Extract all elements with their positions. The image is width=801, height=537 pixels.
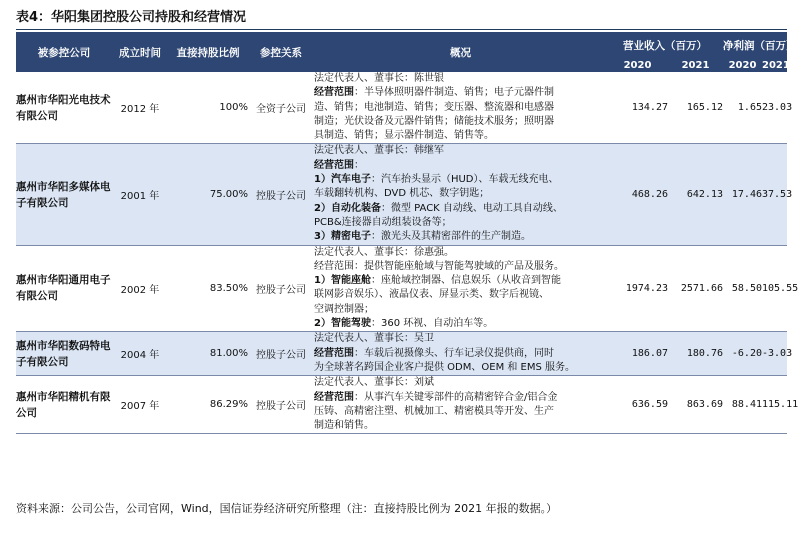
overview-bold-label: 3）精密电子 (314, 231, 371, 243)
overview-cell (314, 245, 607, 332)
overview-text: ：360 环视、自动泊车等。 (370, 318, 494, 330)
overview-text: 法定代表人、董事长：韩继军 (314, 145, 444, 157)
revenue-2021-cell: 180.76 (668, 332, 723, 376)
table-row (16, 72, 787, 144)
header-founded: 成立时间 (112, 32, 168, 72)
overview-text: 法定代表人、董事长：陈世银 (314, 73, 444, 84)
overview-bold-label: 2）自动化装备 (314, 202, 381, 214)
overview-text: ：半导体照明器件制造、销售；电子元器件制 (354, 87, 554, 99)
founded-cell: 2002 年 (112, 245, 168, 332)
overview-text: ：微型 PACK 自动线、电动工具自动线、 (380, 202, 563, 214)
header-ratio: 直接持股比例 (168, 32, 248, 72)
founded-cell: 2001 年 (112, 144, 168, 245)
title-underline (16, 29, 787, 30)
overview-text: 经营范围：提供智能座舱域与智能驾驶域的产品及服务。 (314, 260, 564, 272)
overview-text: 制造；光伏设备及元器件销售；储能技术服务；照明器 (314, 115, 554, 127)
company-name-cell: 惠州市华阳光电技术有限公司 (16, 72, 112, 144)
revenue-2020-cell: 134.27 (607, 72, 668, 144)
overview-text: 联网影音娱乐）、液晶仪表、屏显示类、数字后视镜、 (314, 289, 549, 301)
overview-line (314, 144, 607, 158)
overview-text: 为全球著名跨国企业客户提供 ODM、OEM 和 EMS 服务。 (314, 361, 576, 373)
overview-line (314, 361, 607, 375)
overview-text: 法定代表人、董事长：吴卫 (314, 333, 434, 345)
overview-text: ：座舱域控制器、信息娱乐（从收音到智能 (370, 275, 561, 287)
profit-2021-cell: 105.55 (762, 245, 787, 332)
overview-text: PCB&连接器自动组装设备等； (314, 216, 452, 228)
ratio-cell: 81.00% (168, 332, 248, 376)
revenue-2021-cell: 642.13 (668, 144, 723, 245)
revenue-2021-cell: 165.12 (668, 72, 723, 144)
founded-cell: 2004 年 (112, 332, 168, 376)
company-name-cell: 惠州市华阳精机有限公司 (16, 376, 112, 434)
overview-line (314, 173, 607, 187)
overview-line (314, 230, 607, 244)
ratio-cell: 75.00% (168, 144, 248, 245)
revenue-2020-cell: 186.07 (607, 332, 668, 376)
holding-table (16, 32, 799, 434)
relation-cell: 控股子公司 (248, 245, 314, 332)
relation-cell: 控股子公司 (248, 376, 314, 434)
overview-cell (314, 376, 607, 434)
overview-line (314, 391, 607, 405)
company-name-cell: 惠州市华阳通用电子有限公司 (16, 245, 112, 332)
overview-cell (314, 144, 607, 245)
header-relation: 参控关系 (248, 32, 314, 72)
table-row (16, 144, 787, 245)
overview-text: 法定代表人、董事长：徐惠强。 (314, 246, 454, 258)
table-row (16, 332, 787, 376)
company-name-cell: 惠州市华阳多媒体电子有限公司 (16, 144, 112, 245)
revenue-2021-cell: 863.69 (668, 376, 723, 434)
overview-text: 车载翻转机构、DVD 机芯、数字钥匙； (314, 188, 490, 200)
overview-bold-label: 2）智能驾驶 (314, 318, 371, 330)
overview-text: 制造和销售。 (314, 420, 374, 432)
overview-line (314, 246, 607, 260)
overview-bold-label: 经营范围 (314, 87, 354, 99)
revenue-2020-cell: 1974.23 (607, 245, 668, 332)
overview-line (314, 303, 607, 317)
profit-2021-cell: 23.03 (762, 72, 787, 144)
overview-line (314, 187, 607, 201)
overview-line (314, 115, 607, 129)
ratio-cell: 86.29% (168, 376, 248, 434)
overview-line (314, 347, 607, 361)
table-row (16, 245, 787, 332)
overview-line (314, 216, 607, 230)
profit-2020-cell: 88.41 (723, 376, 762, 434)
overview-line (314, 129, 607, 143)
header-revenue-2021: 2021 (668, 58, 723, 72)
header-overview: 概况 (314, 32, 607, 72)
overview-line (314, 72, 607, 86)
ratio-cell: 100% (168, 72, 248, 144)
company-name-cell: 惠州市华阳数码特电子有限公司 (16, 332, 112, 376)
table-body (16, 72, 799, 434)
overview-line (314, 260, 607, 274)
overview-text: 具制造、销售；显示器件制造、销售等。 (314, 130, 494, 142)
revenue-2021-cell: 2571.66 (668, 245, 723, 332)
overview-text: ：汽车抬头显示（HUD）、车载无线充电、 (370, 174, 559, 186)
ratio-cell: 83.50% (168, 245, 248, 332)
founded-cell: 2007 年 (112, 376, 168, 434)
header-profit-2021: 2021 (762, 59, 790, 71)
overview-cell (314, 332, 607, 376)
overview-line (314, 274, 607, 288)
overview-text: 造、销售；电池制造、销售；变压器、整流器和电感器 (314, 101, 554, 113)
relation-cell: 全资子公司 (248, 72, 314, 144)
overview-bold-label: 1）汽车电子 (314, 174, 371, 186)
overview-text: ：车载后视摄像头、行车记录仪提供商，同时 (354, 347, 554, 359)
overview-text: 法定代表人、董事长：刘斌 (314, 377, 434, 389)
profit-2020-cell: 1.65 (723, 72, 762, 144)
profit-2020-cell: -6.20 (723, 332, 762, 376)
header-revenue: 营业收入（百万） (607, 32, 723, 58)
overview-bold-label: 经营范围 (314, 391, 354, 403)
overview-line (314, 101, 607, 115)
header-profit: 净利润（百万） (723, 32, 787, 58)
overview-cell (314, 72, 607, 144)
overview-line (314, 202, 607, 216)
overview-line (314, 405, 607, 419)
table-title: 表4：华阳集团控股公司持股和经营情况 (16, 10, 247, 25)
overview-line (314, 288, 607, 302)
header-profit-2020: 2020 (723, 58, 762, 72)
profit-2020-cell: 58.50 (723, 245, 762, 332)
overview-text: ：激光头及其精密部件的生产制造。 (370, 231, 531, 243)
overview-bold-label: 经营范围 (314, 347, 354, 359)
overview-line (314, 332, 607, 346)
relation-cell: 控股子公司 (248, 332, 314, 376)
profit-2020-cell: 17.46 (723, 144, 762, 245)
table-row (16, 376, 787, 434)
header-revenue-2020: 2020 (607, 58, 668, 72)
overview-text: ：从事汽车关键零部件的高精密锌合金/铝合金 (354, 391, 558, 403)
overview-text: 空调控制器； (314, 303, 374, 315)
founded-cell: 2012 年 (112, 72, 168, 144)
header-company: 被参控公司 (16, 32, 112, 72)
relation-cell: 控股子公司 (248, 144, 314, 245)
overview-text: ： (354, 159, 364, 171)
overview-line (314, 419, 607, 433)
revenue-2020-cell: 468.26 (607, 144, 668, 245)
overview-line (314, 86, 607, 100)
overview-line (314, 159, 607, 173)
overview-line (314, 376, 607, 390)
overview-line (314, 317, 607, 331)
overview-text: 压铸、高精密注塑、机械加工、精密模具等开发、生产 (314, 405, 554, 417)
profit-2021-cell: 37.53 (762, 144, 787, 245)
overview-bold-label: 1）智能座舱 (314, 275, 371, 287)
revenue-2020-cell: 636.59 (607, 376, 668, 434)
overview-bold-label: 经营范围 (314, 159, 354, 171)
source-note: 资料来源：公司公告，公司官网，Wind，国信证券经济研究所整理（注：直接持股比例为 2021 年报的数据。） (16, 502, 558, 515)
profit-2021-cell: 115.11 (762, 376, 787, 434)
profit-2021-cell: -3.03 (762, 332, 787, 376)
